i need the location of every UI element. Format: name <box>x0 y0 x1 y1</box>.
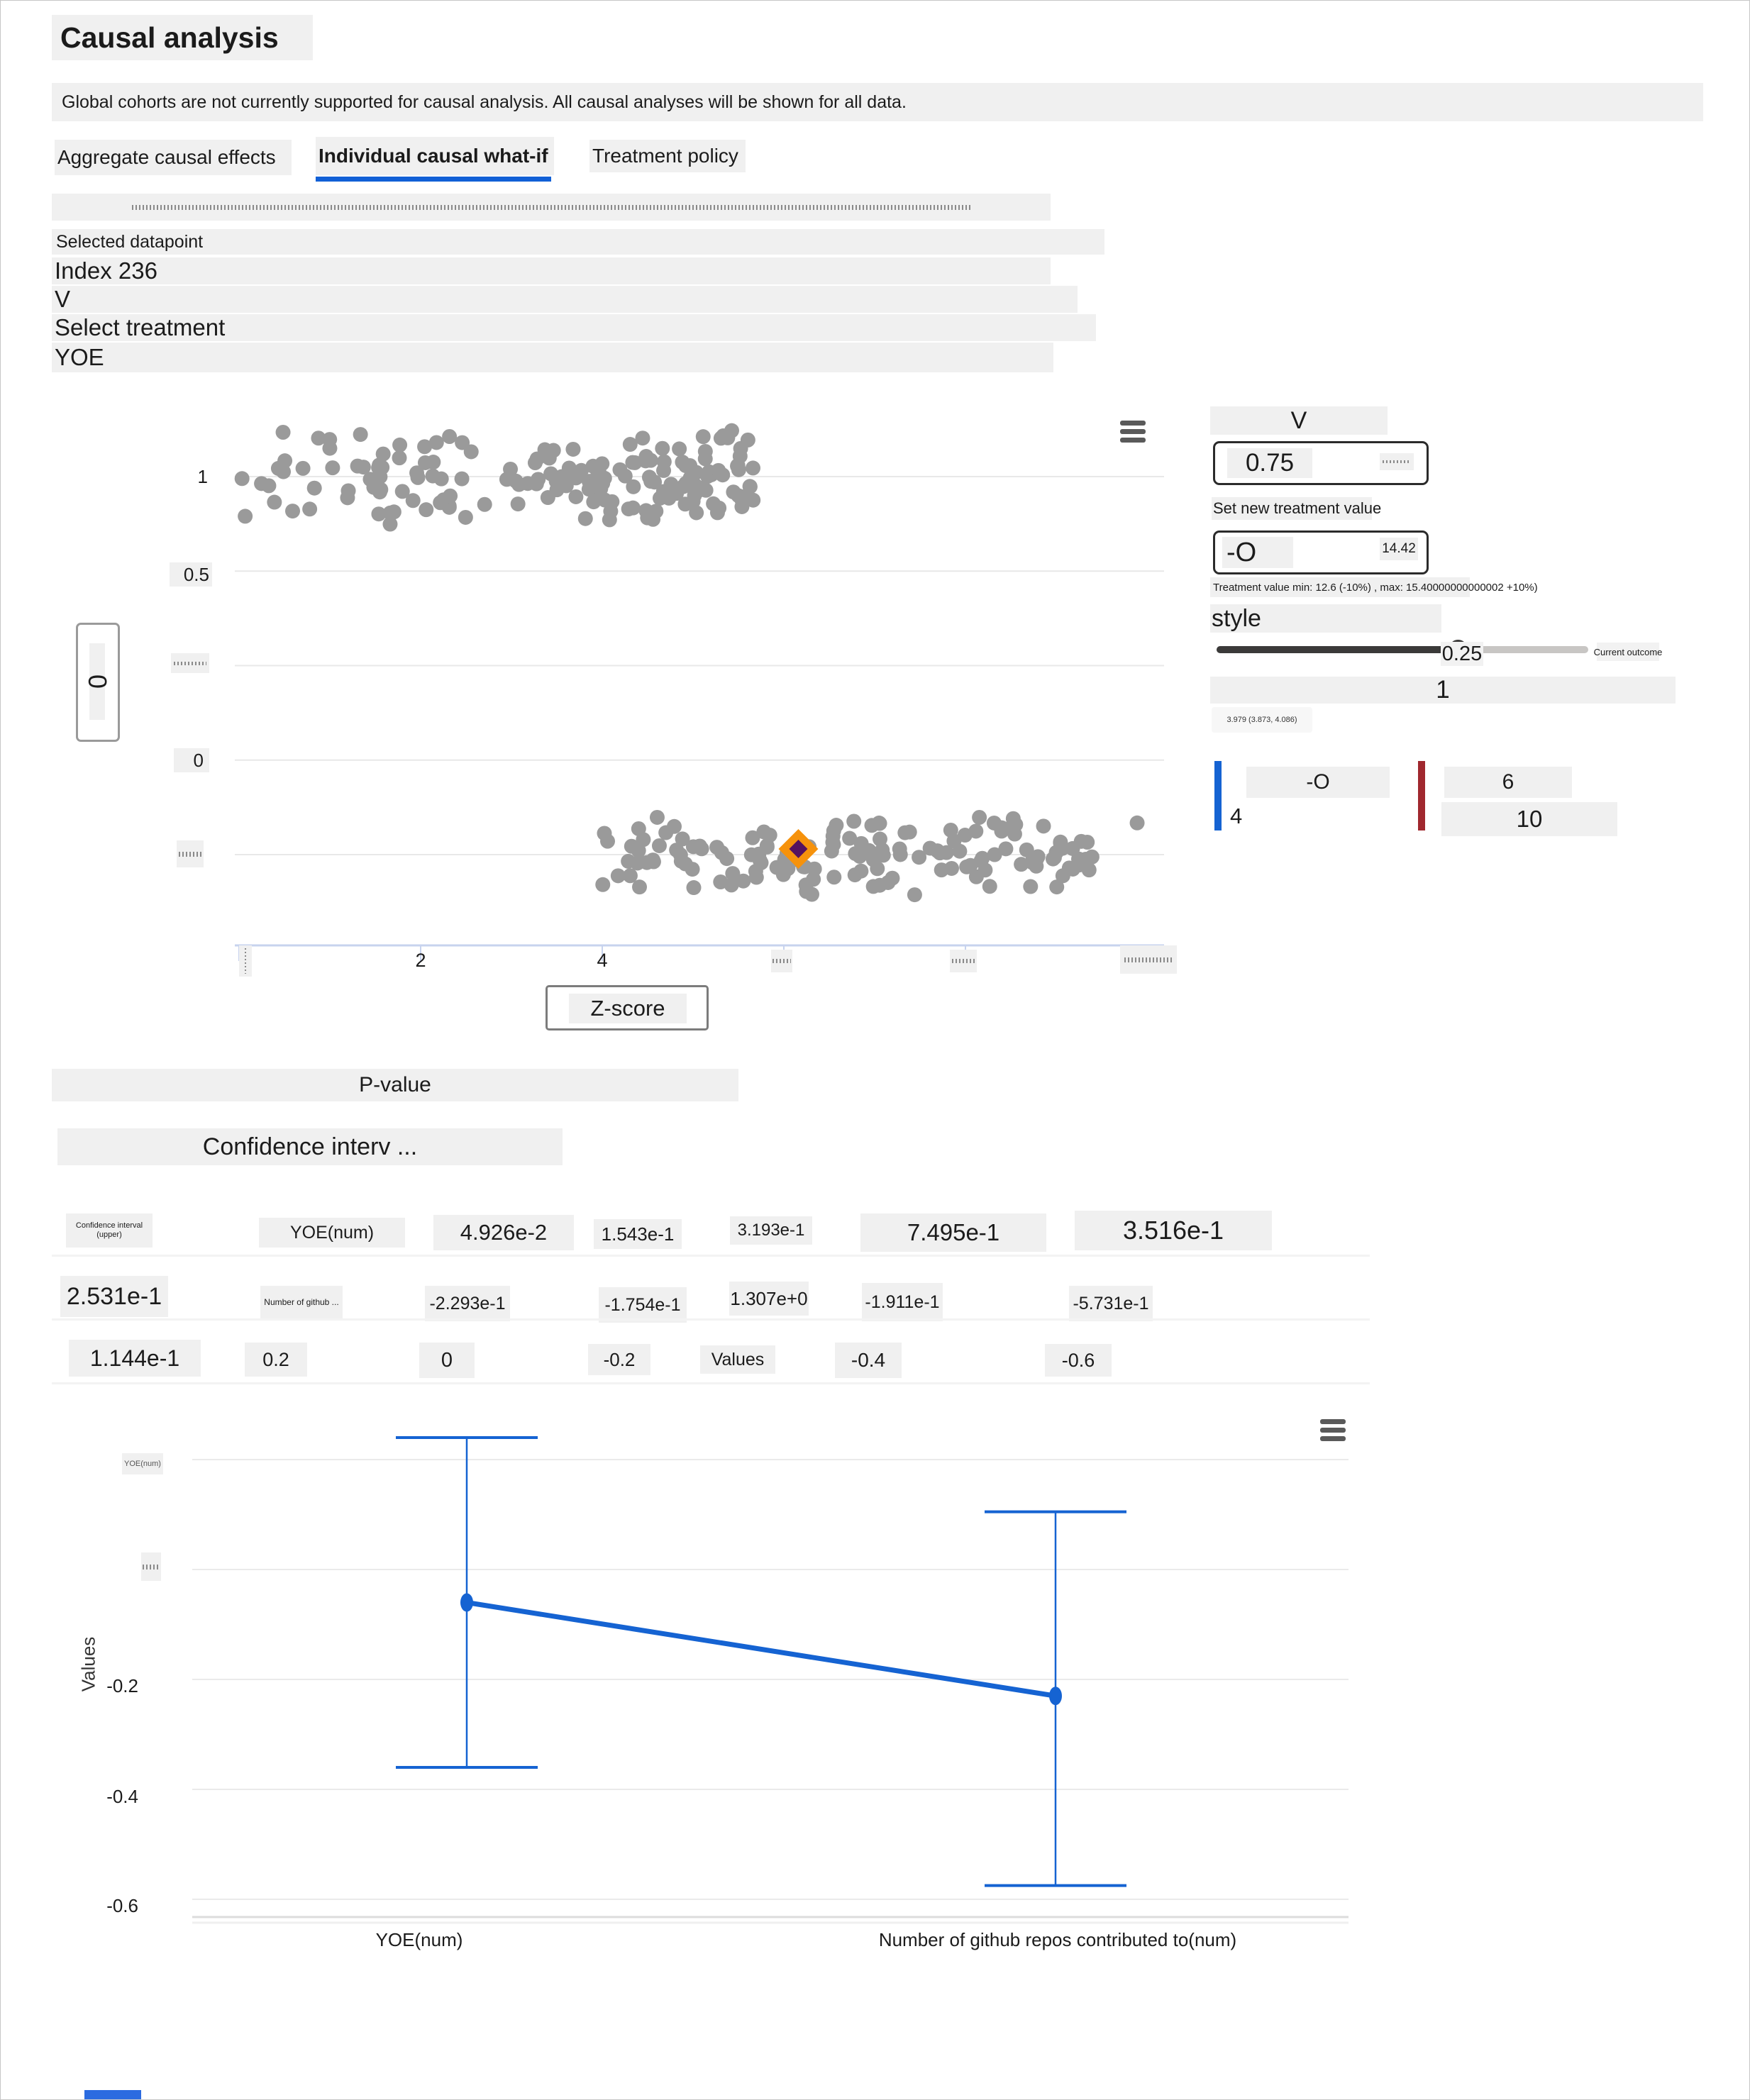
scatter-ytick-smudge-1 <box>171 653 209 673</box>
current-outcome-caption: Current outcome <box>1597 643 1659 661</box>
current-outcome-legend-bar <box>1418 761 1425 830</box>
errorbar-yaxis-title: Values <box>77 1636 99 1691</box>
scatter-xtick-4: 4 <box>597 949 608 971</box>
scatter-xtick-smudge-6 <box>771 950 792 972</box>
stat-cell: Values <box>700 1345 775 1374</box>
stat-cell: -0.2 <box>588 1344 650 1375</box>
scatter-xtick-smudge-8 <box>950 950 977 972</box>
stat-cell: 0.2 <box>245 1343 307 1377</box>
errorbar-yaxis-title-wrap <box>74 1625 103 1703</box>
stat-cell: 4.926e-2 <box>433 1215 574 1250</box>
current-treatment-value: 0.75 <box>1227 448 1312 478</box>
current-value-smudge <box>1380 453 1414 470</box>
scatter-xtick-2: 2 <box>415 949 426 971</box>
scatter-ytick-1: 1 <box>197 465 208 487</box>
confidence-section-label: Confidence interv ... <box>57 1128 563 1165</box>
errorbar-xlabel-yoe: YOE(num) <box>375 1928 463 1950</box>
stat-cell: 1.144e-1 <box>69 1340 201 1377</box>
stat-cell: -0.6 <box>1045 1344 1112 1377</box>
datapoint-index-dropdown[interactable]: Index 236 <box>52 257 1051 284</box>
stat-cell: YOE(num) <box>259 1218 405 1248</box>
stat-cell: 3.516e-1 <box>1075 1211 1272 1250</box>
scatter-ytick-05: 0.5 <box>170 562 212 587</box>
table-separator <box>52 1318 1370 1321</box>
new-treatment-value-badge: 14.42 <box>1380 538 1418 560</box>
stat-cell: Confidence interval (upper) <box>66 1213 153 1248</box>
current-outcome-legend-value: 10 <box>1441 802 1617 836</box>
scatter-yaxis-selector-box[interactable] <box>76 623 120 742</box>
treatment-dropdown[interactable]: YOE <box>52 343 1053 372</box>
tab-treatment-policy[interactable]: Treatment policy <box>589 140 746 172</box>
stat-cell: -1.911e-1 <box>862 1283 943 1321</box>
errorbar-ytick-smudge-zero <box>141 1552 161 1581</box>
outcome-interval-pill: 3.979 (3.873, 4.086) <box>1212 707 1312 733</box>
current-outcome-legend-label: 6 <box>1444 767 1572 798</box>
errorbar-ytick--04: -0.4 <box>106 1785 138 1807</box>
scatter-ytick-smudge-2 <box>177 840 204 867</box>
new-outcome-legend-value: 4 <box>1230 804 1243 828</box>
page-title: Causal analysis <box>52 15 313 60</box>
table-separator <box>52 1382 1370 1384</box>
cohort-banner: Global cohorts are not currently supported for causal analysis. All causal analyses will be shown for all data. <box>52 83 1703 121</box>
treatment-slider-fill <box>1217 646 1451 653</box>
stat-cell: 1.543e-1 <box>594 1219 682 1249</box>
stat-cell: -1.754e-1 <box>599 1287 687 1323</box>
stat-cell: -5.731e-1 <box>1069 1286 1153 1321</box>
stat-cell: 0 <box>419 1343 475 1378</box>
outcome-value-bar: 1 <box>1210 677 1676 704</box>
active-tab-underline <box>316 177 551 182</box>
selected-datapoint-label: Selected datapoint <box>52 229 1104 255</box>
stat-cell: 1.307e+0 <box>729 1282 809 1316</box>
new-outcome-legend-bar <box>1214 761 1222 830</box>
footer-accent-fragment <box>84 2090 141 2100</box>
scatter-ytick-0: 0 <box>174 748 209 772</box>
stat-cell: 7.495e-1 <box>860 1213 1046 1252</box>
errorbar-ytick--02: -0.2 <box>106 1674 138 1696</box>
scatter-yaxis-title: 0 <box>83 674 112 689</box>
select-treatment-label: Select treatment <box>52 314 1096 341</box>
scatter-chart-menu-icon[interactable] <box>1120 421 1146 443</box>
pvalue-section-label: P-value <box>52 1069 738 1101</box>
description-fineprint-strip <box>52 194 1051 221</box>
feature-dropdown[interactable]: V <box>52 286 1078 313</box>
stat-cell: Number of github ... <box>260 1286 343 1318</box>
errorbar-ytick-smudge-top: YOE(num) <box>122 1453 163 1474</box>
stat-cell: -0.4 <box>835 1343 902 1378</box>
scatter-xtick-smudge-0 <box>239 945 252 977</box>
scatter-xtick-smudge-10 <box>1120 945 1177 974</box>
new-treatment-value: -O <box>1222 537 1293 568</box>
xaxis-selector-label: Z-score <box>569 994 687 1023</box>
errorbar-ytick--06: -0.6 <box>106 1894 138 1916</box>
style-label: style <box>1210 604 1441 633</box>
set-new-treatment-label: Set new treatment value <box>1212 497 1372 520</box>
table-separator <box>52 1255 1370 1257</box>
slider-value-label: 0.25 <box>1441 642 1483 665</box>
stat-cell: 2.531e-1 <box>60 1276 168 1317</box>
stat-cell: 3.193e-1 <box>730 1216 812 1245</box>
tab-individual-causal-what-if[interactable]: Individual causal what-if <box>316 137 554 175</box>
errorbar-xlabel-github: Number of github repos contributed to(num) <box>878 1928 1237 1950</box>
errorbar-chart-menu-icon[interactable] <box>1320 1419 1346 1441</box>
tab-aggregate-causal-effects[interactable]: Aggregate causal effects <box>55 140 292 175</box>
treatment-range-note: Treatment value min: 12.6 (-10%) , max: 15.40000000000002 +10%) <box>1210 577 1470 597</box>
xaxis-selector-button[interactable] <box>546 985 709 1030</box>
treatment-feature-header: V <box>1210 406 1388 435</box>
new-outcome-legend-label: -O <box>1246 767 1390 798</box>
stat-cell: -2.293e-1 <box>425 1286 510 1321</box>
